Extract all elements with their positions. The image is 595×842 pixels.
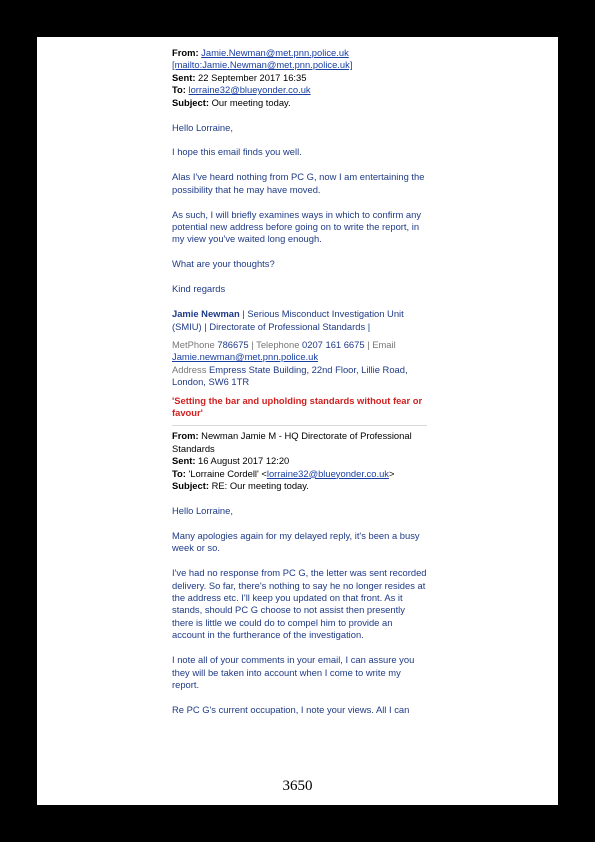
email2-sent-value: 16 August 2017 12:20 (198, 455, 290, 467)
email1-greeting: Hello Lorraine, (172, 121, 233, 133)
email2-paragraph-4: Re PC G's current occupation, I note your views. All I can (172, 703, 410, 715)
signature-telephone-value: 0207 161 6675 (302, 339, 365, 350)
signature-address-label: Address (172, 363, 207, 375)
email2-from-label: From: (172, 430, 199, 442)
signature-motto: 'Setting the bar and upholding standards without fear or favour' (172, 394, 423, 419)
email2-paragraph-1: Many apologies again for my delayed reply, it's been a busy week or so. (172, 529, 420, 554)
signature-email-label: | Email (367, 339, 396, 350)
email2-subject-label: Subject: (172, 480, 209, 492)
email1-from-link[interactable]: Jamie.Newman@met.pnn.police.uk (201, 47, 349, 58)
signature-metphone-label: MetPhone (172, 339, 215, 350)
email1-paragraph-1: I hope this email finds you well. (172, 146, 302, 158)
email1-sent-label: Sent: (172, 71, 196, 83)
signature-name: Jamie Newman (172, 308, 240, 320)
email2-sent-label: Sent: (172, 455, 196, 467)
email2-to-name: 'Lorraine Cordell' < (188, 467, 267, 479)
email1-subject-value: Our meeting today. (211, 96, 291, 108)
signature-email-link[interactable]: Jamie.newman@met.pnn.police.uk (172, 351, 319, 363)
email1-paragraph-3: As such, I will briefly examines ways in which to confirm any potential new address before going on to write the report, in my view you've waited long enough. (172, 208, 422, 245)
email1-signoff: Kind regards (172, 283, 226, 295)
email-thread (172, 47, 427, 716)
signature-unit: | Serious Misconduct Investigation Unit (SMIU) | Directorate of Professional Standards | (172, 308, 404, 332)
signature-metphone-value: 786675 (217, 339, 249, 350)
email1-subject-label: Subject: (172, 96, 209, 108)
signature-address-value: Empress State Building, 22nd Floor, Lillie Road, London, SW6 1TR (172, 363, 408, 388)
email2-header (172, 430, 427, 492)
email1-sent-value: 22 September 2017 16:35 (198, 71, 307, 83)
email2-to-label: To: (172, 467, 186, 479)
email2-to-close: > (388, 467, 395, 479)
email1-from-label: From: (172, 47, 199, 58)
document-page (37, 37, 558, 805)
email1-paragraph-4: What are your thoughts? (172, 258, 275, 270)
email2-paragraph-3: I note all of your comments in your email, I can assure you they will be taken into account when I come to write my report. (172, 654, 415, 690)
page-number: 3650 (282, 778, 313, 794)
email2-subject-value: RE: Our meeting today. (211, 480, 309, 492)
signature-block (172, 308, 427, 419)
email1-mailto-link[interactable]: [mailto:Jamie.Newman@met.pnn.police.uk] (172, 59, 353, 71)
email1-paragraph-2: Alas I've heard nothing from PC G, now I am entertaining the possibility that he may have moved. (172, 171, 425, 195)
email-divider (172, 425, 427, 426)
email2-paragraph-2: I've had no response from PC G, the letter was sent recorded delivery. So far, there's nothing to say he no longer resides at the address etc. I'll keep you updated on that front. As it stands, should PC G choose to not assist then presently there is little we could do to compel him to provide an account in the furtherance of the investigation. (172, 567, 427, 641)
email2-greeting: Hello Lorraine, (172, 504, 233, 516)
email2-to-link[interactable]: lorraine32@blueyonder.co.uk (266, 467, 389, 479)
email1-to-link[interactable]: lorraine32@blueyonder.co.uk (188, 84, 311, 96)
email2-from-value: Newman Jamie M - HQ Directorate of Professional Standards (172, 430, 412, 454)
signature-telephone-label: | Telephone (251, 339, 300, 350)
email1-header (172, 47, 427, 109)
email1-to-label: To: (172, 84, 186, 96)
